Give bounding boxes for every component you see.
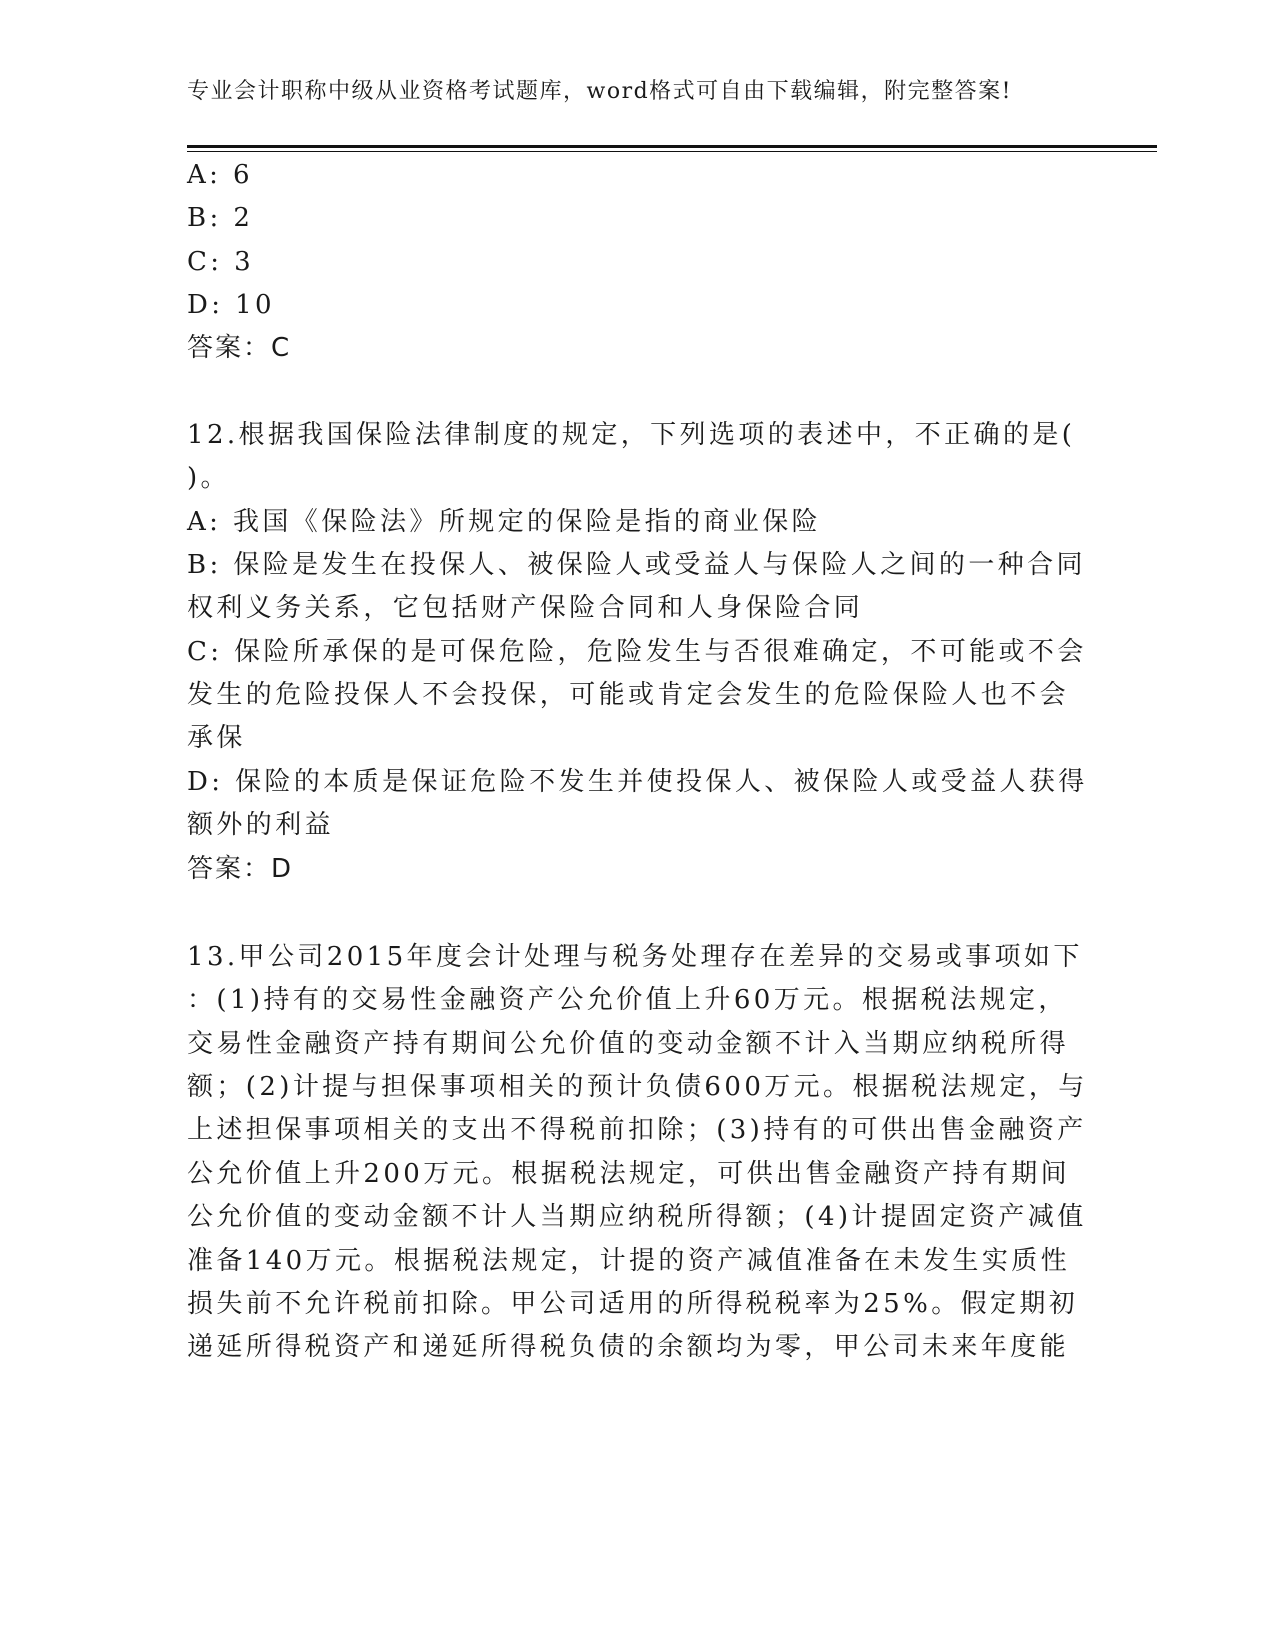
q13-stem-line: 交易性金融资产持有期间公允价值的变动金额不计入当期应纳税所得 bbox=[187, 1029, 1070, 1059]
q13-stem-line: 上述担保事项相关的支出不得税前扣除；(3)持有的可供出售金融资产 bbox=[187, 1115, 1087, 1145]
page-header: 专业会计职称中级从业资格考试题库，word格式可自由下载编辑，附完整答案! bbox=[187, 79, 1013, 104]
q13-stem-line: 公允价值上升200万元。根据税法规定，可供出售金融资产持有期间 bbox=[187, 1159, 1071, 1189]
q12-answer: 答案：D bbox=[187, 854, 294, 884]
q12-option-c: C: 保险所承保的是可保危险，危险发生与否很难确定，不可能或不会 bbox=[187, 637, 1087, 667]
q13-stem-line: 额；(2)计提与担保事项相关的预计负债600万元。根据税法规定，与 bbox=[187, 1072, 1088, 1102]
header-rule-thick bbox=[187, 145, 1157, 148]
q12-option-d: D: 保险的本质是保证危险不发生并使投保人、被保险人或受益人获得 bbox=[187, 767, 1088, 797]
q11-option-b: B: 2 bbox=[187, 203, 254, 233]
q12-option-c-cont: 发生的危险投保人不会投保，可能或肯定会发生的危险保险人也不会 bbox=[187, 680, 1070, 710]
q12-option-c-cont: 承保 bbox=[187, 723, 246, 753]
q12-stem-line: 12.根据我国保险法律制度的规定，下列选项的表述中，不正确的是( bbox=[187, 420, 1076, 450]
q12-option-a: A: 我国《保险法》所规定的保险是指的商业保险 bbox=[187, 507, 822, 537]
q13-stem-line: ：(1)持有的交易性金融资产公允价值上升60万元。根据税法规定， bbox=[187, 985, 1068, 1015]
q12-stem-line: )。 bbox=[187, 463, 230, 493]
q11-answer: 答案：C bbox=[187, 333, 292, 363]
header-rule-thin bbox=[187, 151, 1157, 152]
q11-option-d: D: 10 bbox=[187, 290, 275, 320]
q12-option-d-cont: 额外的利益 bbox=[187, 810, 335, 840]
q13-stem-line: 13.甲公司2015年度会计处理与税务处理存在差异的交易或事项如下 bbox=[187, 942, 1083, 972]
q13-stem-line: 递延所得税资产和递延所得税负债的余额均为零，甲公司未来年度能 bbox=[187, 1332, 1070, 1362]
q12-option-b: B: 保险是发生在投保人、被保险人或受益人与保险人之间的一种合同 bbox=[187, 550, 1086, 580]
q11-option-c: C: 3 bbox=[187, 247, 255, 277]
q13-stem-line: 准备140万元。根据税法规定，计提的资产减值准备在未发生实质性 bbox=[187, 1246, 1071, 1276]
q12-option-b-cont: 权利义务关系，它包括财产保险合同和人身保险合同 bbox=[187, 593, 864, 623]
q13-stem-line: 公允价值的变动金额不计人当期应纳税所得额；(4)计提固定资产减值 bbox=[187, 1202, 1087, 1232]
q11-option-a: A: 6 bbox=[187, 160, 253, 190]
q13-stem-line: 损失前不允许税前扣除。甲公司适用的所得税税率为25%。假定期初 bbox=[187, 1289, 1079, 1319]
